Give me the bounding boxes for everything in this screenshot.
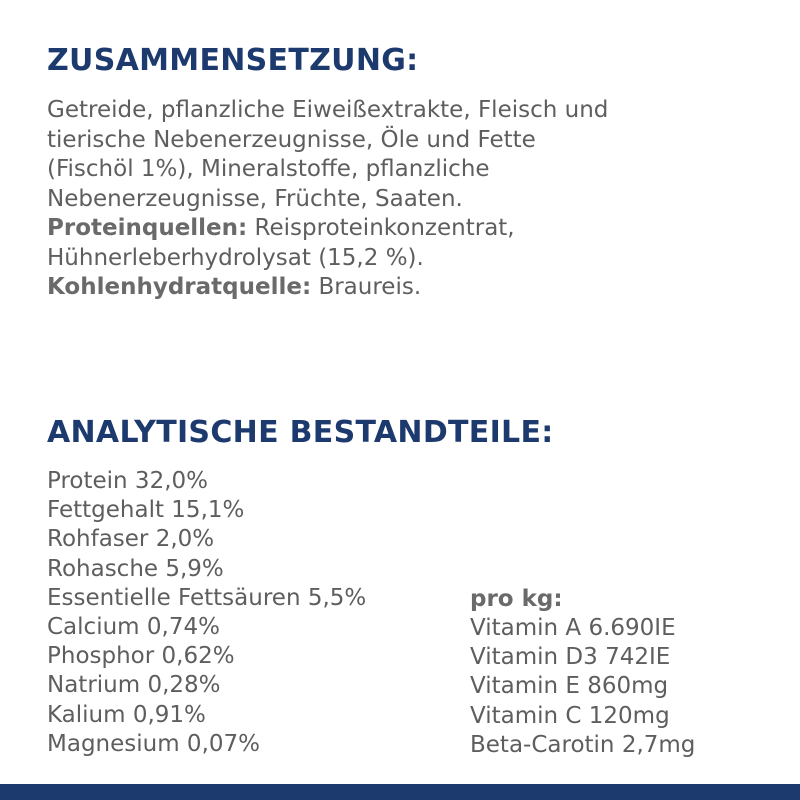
- analysis-item: Kalium 0,91%: [47, 701, 206, 728]
- carb-source-text: Braureis.: [311, 274, 422, 300]
- analysis-item: Natrium 0,28%: [47, 672, 221, 699]
- protein-sources-line-2: Hühnerleberhydrolysat (15,2 %).: [47, 244, 424, 271]
- composition-line: Nebenerzeugnisse, Früchte, Saaten.: [47, 185, 463, 212]
- vitamin-item: Vitamin E 860mg: [470, 673, 669, 700]
- composition-heading: ZUSAMMENSETZUNG:: [47, 43, 419, 78]
- analysis-item: Rohasche 5,9%: [47, 555, 224, 582]
- composition-line: (Fischöl 1%), Mineralstoffe, pflanzliche: [47, 156, 490, 182]
- analysis-item: Calcium 0,74%: [47, 614, 220, 641]
- analysis-item: Protein 32,0%: [47, 468, 208, 494]
- analysis-list: [47, 467, 366, 759]
- analysis-item: Phosphor 0,62%: [47, 643, 235, 670]
- bottom-bar: [0, 784, 800, 800]
- per-kg-label: pro kg:: [470, 585, 563, 612]
- analysis-item: Essentielle Fettsäuren 5,5%: [47, 584, 367, 611]
- carb-source-line: [47, 273, 767, 303]
- composition-line: tierische Nebenerzeugnisse, Öle und Fette: [47, 126, 536, 153]
- vitamin-item: Vitamin D3 742IE: [470, 644, 671, 671]
- analysis-item: Rohfaser 2,0%: [47, 526, 215, 553]
- per-kg-list: [470, 585, 695, 760]
- vitamin-item: Vitamin A 6.690IE: [470, 615, 676, 641]
- protein-sources-label: Proteinquellen:: [47, 215, 248, 241]
- vitamin-item: Beta-Carotin 2,7mg: [470, 731, 696, 758]
- composition-line: Getreide, pflanzliche Eiweißextrakte, Fleisch und: [47, 97, 609, 123]
- protein-sources-text: Reisproteinkonzentrat,: [247, 215, 515, 241]
- analysis-heading: ANALYTISCHE BESTANDTEILE:: [47, 415, 554, 450]
- composition-text: [47, 96, 767, 303]
- carb-source-label: Kohlenhydratquelle:: [47, 274, 312, 300]
- protein-sources-line: [47, 214, 767, 244]
- analysis-item: Fettgehalt 15,1%: [47, 497, 245, 524]
- vitamin-item: Vitamin C 120mg: [470, 702, 670, 729]
- analysis-item: Magnesium 0,07%: [47, 730, 260, 757]
